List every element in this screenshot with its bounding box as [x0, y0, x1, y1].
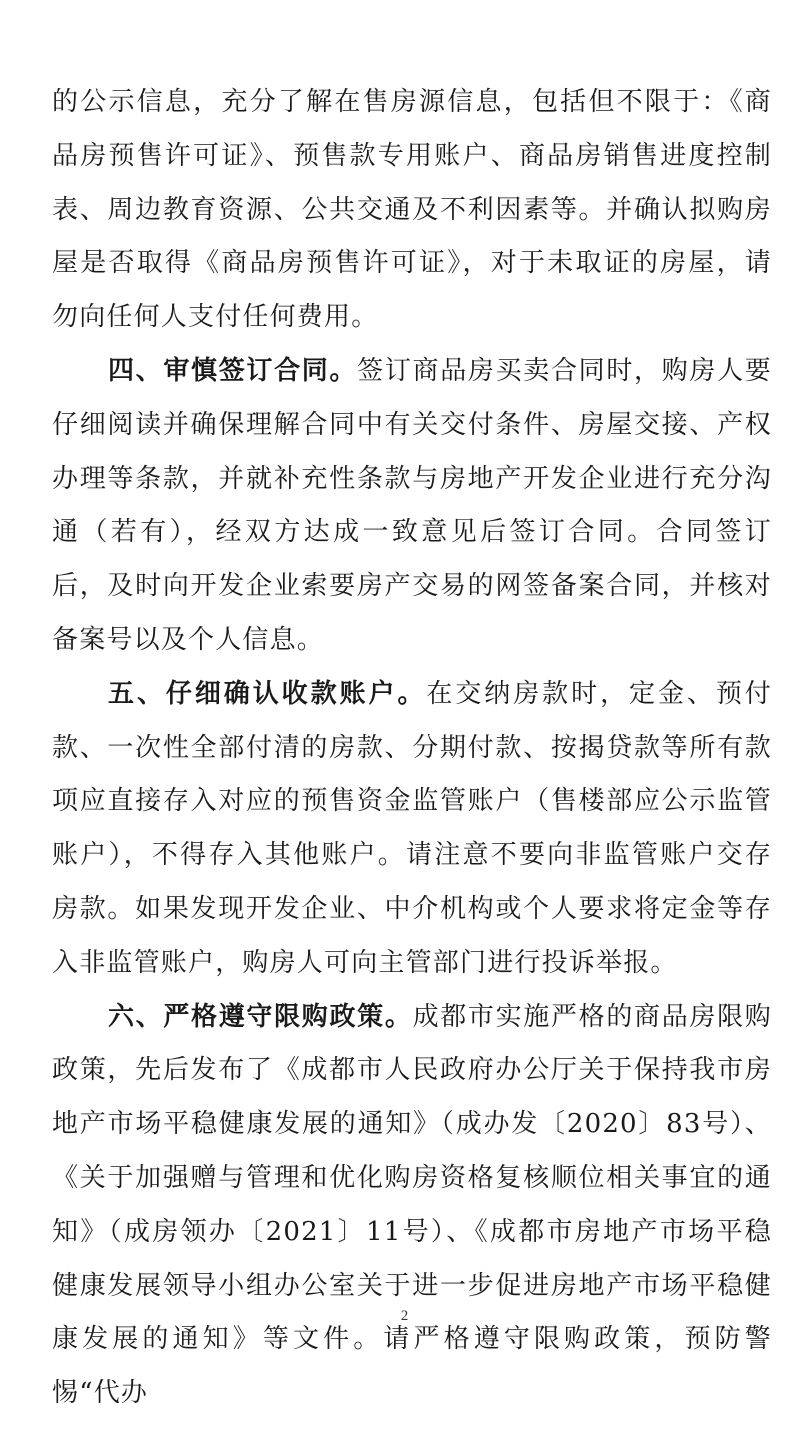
document-page: [52, 76, 772, 1421]
page-number: 2: [400, 1308, 409, 1324]
paragraph-text: 成都市实施严格的商品房限购政策，先后发布了《成都市人民政府办公厅关于保持我市房地产市场平稳健康发展的通知》（成办发〔2020〕83号）、《关于加强赠与管理和优化购房资格复核顺位相关事宜的通知》（成房领办〔2021〕11号）、《成都市房地产市场平稳健康发展领导小组办公室关于进一步促进房地产市场平稳健康发展的通知》等文件。请严格遵守限购政策，预防警惕“代办: [52, 1001, 772, 1409]
paragraph-text: 签订商品房买卖合同时，购房人要仔细阅读并确保理解合同中有关交付条件、房屋交接、产权办理等条款，并就补充性条款与房地产开发企业进行充分沟通（若有），经双方达成一致意见后签订合同。合同签订后，及时向开发企业索要房产交易的网签备案合同，并核对备案号以及个人信息。: [52, 355, 772, 655]
section-heading: 四、审慎签订合同。: [108, 355, 358, 386]
paragraph-section-4: [52, 345, 772, 668]
paragraph-section-6: [52, 991, 772, 1421]
paragraph-text: 的公示信息，充分了解在售房源信息，包括但不限于：《商品房预售许可证》、预售款专用账户、商品房销售进度控制表、周边教育资源、公共交通及不利因素等。并确认拟购房屋是否取得《商品房预售许可证》，对于未取证的房屋，请勿向任何人支付任何费用。: [52, 87, 772, 333]
paragraph-continuation: [52, 76, 772, 345]
paragraph-text: 在交纳房款时，定金、预付款、一次性全部付清的房款、分期付款、按揭贷款等所有款项应直接存入对应的预售资金监管账户（售楼部应公示监管账户），不得存入其他账户。请注意不要向非监管账户交存房款。如果发现开发企业、中介机构或个人要求将定金等存入非监管账户，购房人可向主管部门进行投诉举报。: [52, 678, 773, 978]
paragraph-section-5: [52, 668, 772, 991]
section-heading: 六、严格遵守限购政策。: [108, 1001, 413, 1032]
section-heading: 五、仔细确认收款账户。: [108, 678, 427, 709]
